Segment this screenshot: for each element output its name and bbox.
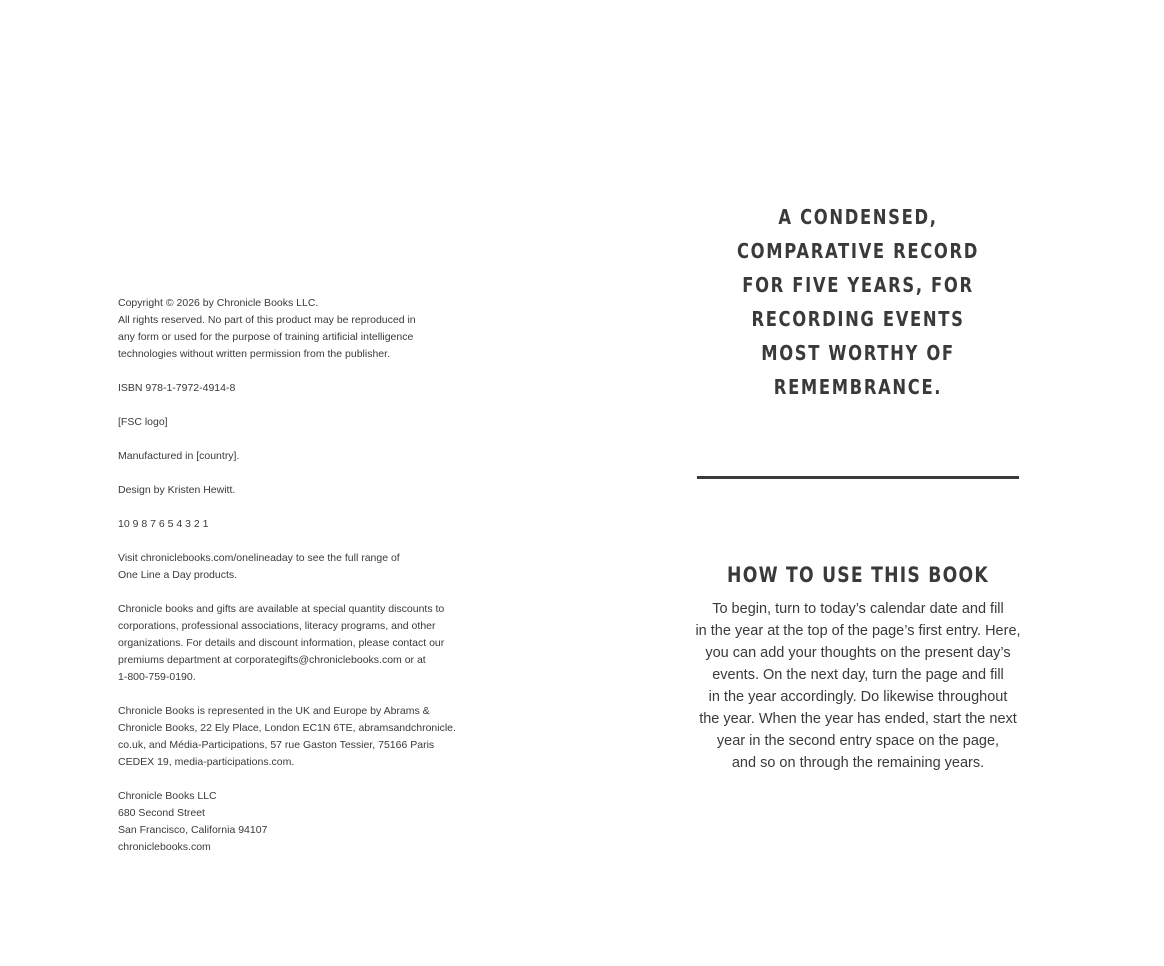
tagline-line: FOR FIVE YEARS, FOR	[742, 273, 974, 297]
design-credit: Design by Kristen Hewitt.	[118, 484, 236, 496]
copyright-block	[118, 295, 498, 856]
visit-website: Visit chroniclebooks.com/onelineaday to see the full range of One Line a Day products.	[118, 552, 400, 581]
howto-line: and so on through the remaining years.	[731, 755, 985, 771]
tagline-line: A CONDENSED,	[778, 205, 938, 229]
howto-line: you can add your thoughts on the present day’s	[705, 645, 1011, 661]
manufactured-in: Manufactured in [country].	[118, 450, 240, 462]
tagline-line: RECORDING EVENTS	[751, 307, 965, 331]
isbn: ISBN 978-1-7972-4914-8	[118, 382, 236, 394]
section-divider	[697, 476, 1019, 479]
howto-line: year in the second entry space on the page,	[716, 733, 1000, 749]
special-sales: Chronicle books and gifts are available at special quantity discounts to corporations, professional associations, literacy programs, and other organizations. For details and discount information, please contact our premiums department at corporategifts@chroniclebooks.com or at 1-800-759-0190.	[118, 603, 445, 683]
tagline	[727, 200, 989, 404]
copyright-notice: Copyright © 2026 by Chronicle Books LLC. All rights reserved. No part of this product may be reproduced in any form or used for the purpose of training artificial intelligence technologies without written permission from the publisher.	[118, 297, 416, 360]
tagline-line: COMPARATIVE RECORD	[736, 239, 980, 263]
howto-body	[668, 598, 1048, 774]
howto-line: in the year at the top of the page’s first entry. Here,	[695, 623, 1021, 639]
howto-line: events. On the next day, turn the page and fill	[712, 667, 1004, 683]
howto-line: in the year accordingly. Do likewise throughout	[708, 689, 1008, 705]
publisher-address: Chronicle Books LLC 680 Second Street San Francisco, California 94107 chroniclebooks.com	[118, 790, 268, 853]
howto-heading: HOW TO USE THIS BOOK	[727, 563, 989, 587]
tagline-line: REMEMBRANCE.	[773, 375, 943, 399]
printing-line: 10 9 8 7 6 5 4 3 2 1	[118, 518, 209, 530]
distribution-notice: Chronicle Books is represented in the UK and Europe by Abrams & Chronicle Books, 22 Ely Place, London EC1N 6TE, abramsandchronicle. co.uk, and Média-Participations, 57 rue Gaston Tessier, 75166 Paris CEDEX 19, media-participations.com.	[118, 705, 456, 768]
howto-line: To begin, turn to today’s calendar date and fill	[712, 601, 1004, 617]
tagline-line: MOST WORTHY OF	[761, 341, 955, 365]
howto-line: the year. When the year has ended, start the next	[699, 711, 1017, 727]
fsc-logo-placeholder: [FSC logo]	[118, 416, 168, 428]
